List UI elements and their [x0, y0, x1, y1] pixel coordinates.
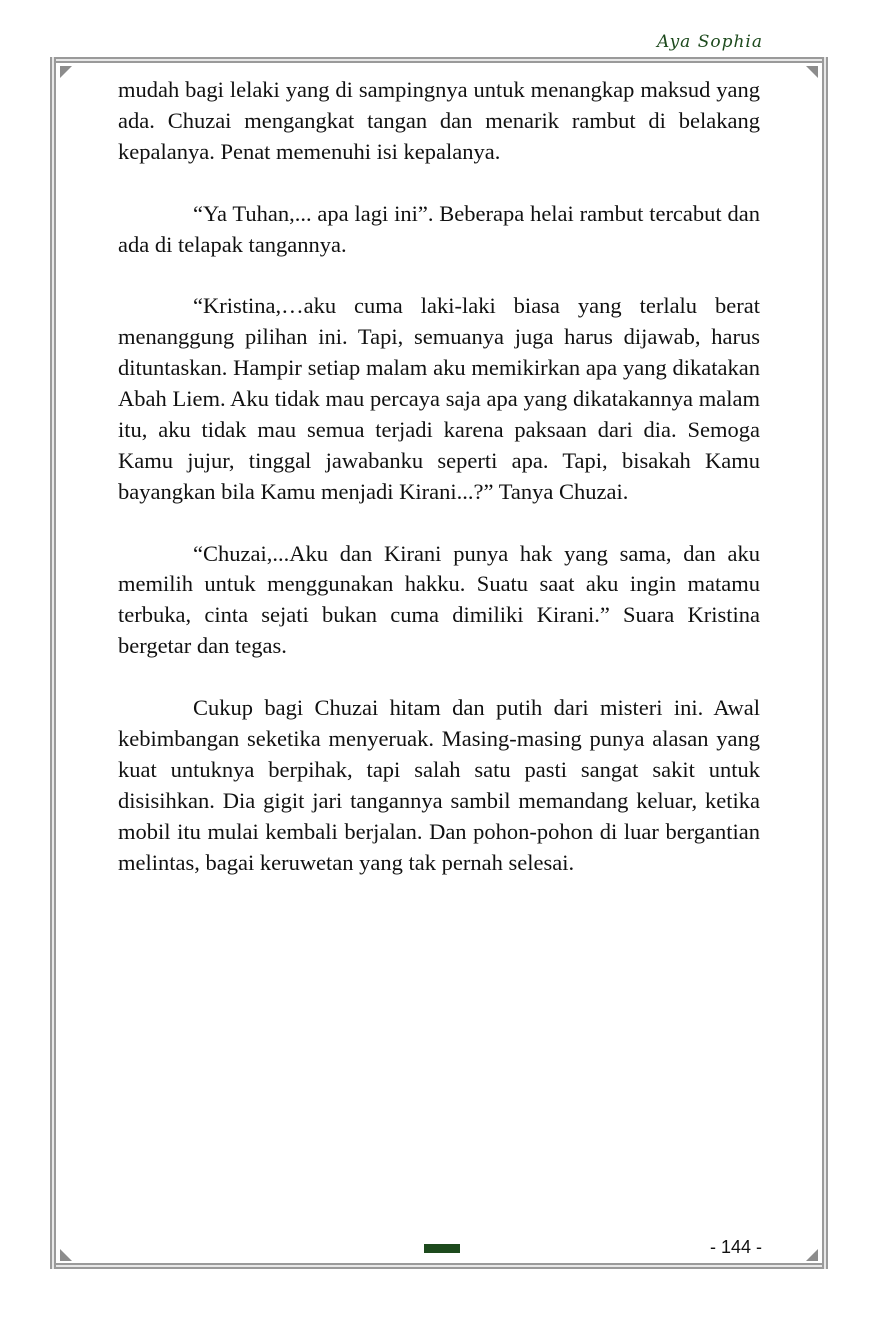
paragraph-2: “Ya Tuhan,... apa lagi ini”. Beberapa helai rambut tercabut dan ada di telapak tangannya.	[118, 200, 760, 257]
paragraph-4: “Chuzai,...Aku dan Kirani punya hak yang sama, dan aku memilih untuk menggunakan hakku. Suatu saat aku ingin matamu terbuka, cinta sejati bukan cuma dimiliki Kirani.” Suara Kristina bergetar dan tegas.	[118, 540, 760, 659]
frame-bottom-border	[50, 1263, 828, 1269]
page-number: - 144 -	[709, 1237, 762, 1257]
corner-ornament-top-right	[806, 66, 818, 78]
corner-ornament-bottom-left	[60, 1249, 72, 1261]
header-title: Aya Sophia	[656, 32, 763, 52]
paragraph-5: Cukup bagi Chuzai hitam dan putih dari misteri ini. Awal kebimbangan seketika menyeruak. Masing-masing punya alasan yang kuat untuknya berpihak, tapi salah satu pasti sangat sakit untuk disisihkan. Dia gigit jari tangannya sambil memandang keluar, ketika mobil itu mulai kembali berjalan. Dan pohon-pohon di luar bergantian melintas, bagai keruwetan yang tak pernah selesai.	[118, 695, 760, 875]
footer-decorative-bar	[424, 1244, 460, 1253]
paragraph-1: mudah bagi lelaki yang di sampingnya untuk menangkap maksud yang ada. Chuzai mengangkat tangan dan menarik rambut di belakang kepalanya. Penat memenuhi isi kepalanya.	[118, 77, 760, 164]
paragraph-3: “Kristina,…aku cuma laki-laki biasa yang terlalu berat menanggung pilihan ini. Tapi, semuanya juga harus dijawab, harus dituntaskan. Hampir setiap malam aku memikirkan apa yang dikatakan Abah Liem. Aku tidak mau percaya saja apa yang dikatakannya malam itu, aku tidak mau semua terjadi karena paksaan dari dia. Semoga Kamu jujur, tinggal jawabanku seperti apa. Tapi, bisakah Kamu bayangkan bila Kamu menjadi Kirani...?” Tanya Chuzai.	[118, 293, 760, 504]
page-body-text	[118, 75, 760, 909]
frame-left-border	[50, 57, 56, 1269]
frame-top-border	[50, 57, 828, 63]
frame-right-border	[822, 57, 828, 1269]
corner-ornament-top-left	[60, 66, 72, 78]
corner-ornament-bottom-right	[806, 1249, 818, 1261]
